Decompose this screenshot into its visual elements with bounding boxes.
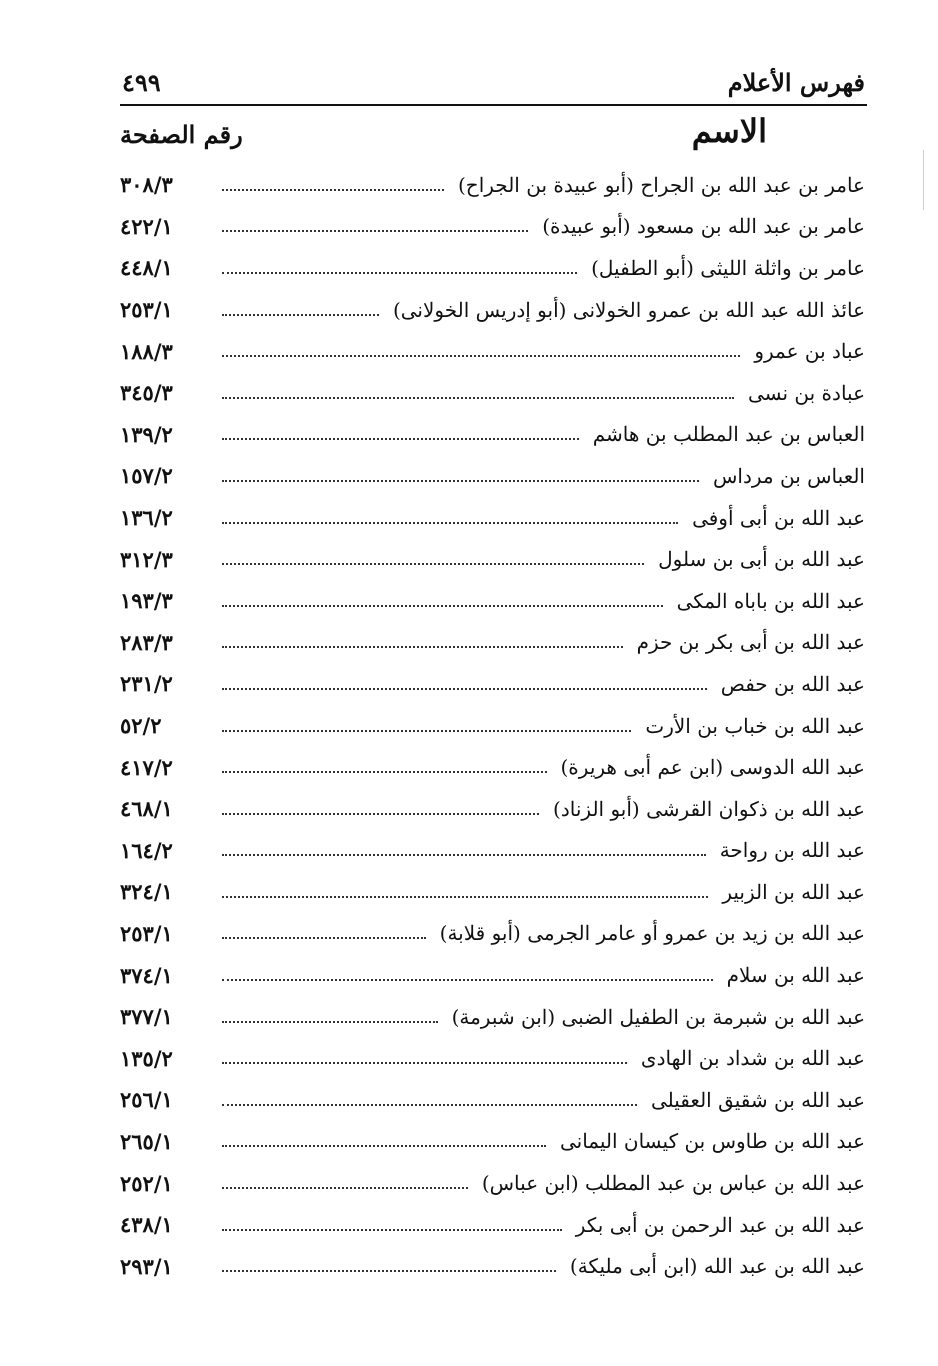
- page-number: ٤٩٩: [122, 68, 161, 97]
- dot-leader: [222, 896, 708, 898]
- entry-page-reference: ١٣٩/٢: [120, 421, 173, 447]
- index-entry: [120, 1121, 865, 1163]
- entry-page-reference: ٢٥٦/١: [120, 1087, 173, 1113]
- entry-name: عبد الله بن سلام: [726, 963, 865, 988]
- dot-leader: [222, 771, 547, 773]
- entry-page-reference: ٣١٢/٣: [120, 546, 173, 572]
- entry-name: عبد الله بن عبد الرحمن بن أبى بكر: [575, 1212, 865, 1237]
- entry-page-reference: ٢٥٣/١: [120, 920, 173, 946]
- entry-page-reference: ١٦٤/٢: [120, 837, 173, 863]
- entry-name: عبد الله بن باباه المكى: [676, 588, 865, 613]
- dot-leader: [222, 189, 444, 191]
- dot-leader: [222, 438, 579, 440]
- entry-name: عبد الله بن حفص: [720, 671, 865, 696]
- name-column-header: الاسم: [691, 112, 767, 150]
- dot-leader: [222, 1229, 562, 1231]
- index-entry: [120, 1204, 865, 1246]
- entry-page-reference: ٢٥٣/١: [120, 297, 173, 323]
- index-entry: [120, 247, 865, 289]
- entry-name: عبد الله بن عبد الله (ابن أبى مليكة): [569, 1254, 865, 1279]
- index-entry: [120, 830, 865, 872]
- dot-leader: [222, 522, 678, 524]
- page-column-header: رقم الصفحة: [120, 120, 243, 149]
- entry-page-reference: ٣٧٤/١: [120, 962, 173, 988]
- entry-name: عبد الله بن زيد بن عمرو أو عامر الجرمى (أبو قلابة): [439, 921, 865, 946]
- dot-leader: [222, 272, 577, 274]
- dot-leader: [222, 1021, 438, 1023]
- dot-leader: [222, 314, 379, 316]
- index-entry: [120, 372, 865, 414]
- index-entry: [120, 871, 865, 913]
- dot-leader: [222, 230, 528, 232]
- entry-name: عبد الله بن شداد بن الهادى: [640, 1046, 865, 1071]
- entry-name: العباس بن مرداس: [713, 463, 865, 488]
- entry-page-reference: ٢٥٢/١: [120, 1170, 173, 1196]
- entry-name: عامر بن واثلة الليثى (أبو الطفيل): [591, 255, 865, 280]
- entry-page-reference: ٤٣٨/١: [120, 1212, 173, 1238]
- dot-leader: [222, 979, 713, 981]
- dot-leader: [222, 355, 740, 357]
- dot-leader: [222, 563, 644, 565]
- entry-page-reference: ٤١٧/٢: [120, 754, 173, 780]
- index-entry: [120, 705, 865, 747]
- dot-leader: [222, 1270, 556, 1272]
- entry-name: عبد الله بن رواحة: [719, 838, 865, 863]
- entry-name: عامر بن عبد الله بن مسعود (أبو عبيدة): [542, 214, 865, 239]
- entry-name: عائذ الله عبد الله بن عمرو الخولانى (أبو إدريس الخولانى): [392, 297, 865, 322]
- entry-name: عبد الله بن أبى بكر بن حزم: [636, 630, 865, 655]
- index-entry: [120, 954, 865, 996]
- entry-name: عبد الله الدوسى (ابن عم أبى هريرة): [560, 755, 865, 780]
- dot-leader: [222, 854, 706, 856]
- entry-name: عبد الله بن أبى بن سلول: [658, 547, 865, 572]
- entry-page-reference: ٤٤٨/١: [120, 255, 173, 281]
- entry-page-reference: ٣٠٨/٣: [120, 172, 173, 198]
- dot-leader: [222, 813, 539, 815]
- index-entry: [120, 913, 865, 955]
- index-entry: [120, 206, 865, 248]
- index-entry: [120, 1037, 865, 1079]
- entry-name: عبد الله بن خباب بن الأرت: [645, 713, 865, 738]
- entry-name: عبد الله بن عباس بن عبد المطلب (ابن عباس): [481, 1171, 865, 1196]
- index-entry: [120, 580, 865, 622]
- dot-leader: [222, 1104, 637, 1106]
- index-entry: [120, 164, 865, 206]
- entry-name: عبد الله بن أبى أوفى: [692, 505, 865, 530]
- index-entry: [120, 1245, 865, 1287]
- dot-leader: [222, 605, 663, 607]
- dot-leader: [222, 937, 426, 939]
- entry-name: العباس بن عبد المطلب بن هاشم: [592, 422, 865, 447]
- index-entry: [120, 1162, 865, 1204]
- index-entry: [120, 788, 865, 830]
- entry-name: عبادة بن نسى: [747, 380, 865, 405]
- running-head: [120, 62, 865, 102]
- index-entry: [120, 622, 865, 664]
- entry-name: عبد الله بن الزبير: [722, 879, 865, 904]
- dot-leader: [222, 646, 623, 648]
- dot-leader: [222, 1062, 627, 1064]
- entry-name: عبد الله بن شبرمة بن الطفيل الضبى (ابن شبرمة): [451, 1004, 865, 1029]
- entry-page-reference: ٢٣١/٢: [120, 671, 173, 697]
- dot-leader: [222, 688, 707, 690]
- index-entry: [120, 455, 865, 497]
- entry-page-reference: ٤٦٨/١: [120, 796, 173, 822]
- index-entry: [120, 746, 865, 788]
- dot-leader: [222, 480, 699, 482]
- index-entry: [120, 538, 865, 580]
- index-entry: [120, 414, 865, 456]
- entry-page-reference: ١٣٦/٢: [120, 505, 173, 531]
- dot-leader: [222, 1145, 546, 1147]
- entry-page-reference: ٢٦٥/١: [120, 1128, 173, 1154]
- header-rule: [120, 104, 867, 106]
- entry-page-reference: ٢٨٣/٣: [120, 629, 173, 655]
- entry-page-reference: ٥٢/٢: [120, 713, 162, 739]
- entry-page-reference: ١٣٥/٢: [120, 1045, 173, 1071]
- entry-page-reference: ٢٩٣/١: [120, 1253, 173, 1279]
- index-entry: [120, 663, 865, 705]
- column-headers: [120, 112, 865, 158]
- scan-margin-mark: [923, 150, 924, 210]
- entry-name: عباد بن عمرو: [754, 339, 865, 364]
- entry-name: عبد الله بن طاوس بن كيسان اليمانى: [559, 1129, 865, 1154]
- index-entry: [120, 996, 865, 1038]
- entry-page-reference: ٣٧٧/١: [120, 1004, 173, 1030]
- entry-name: عبد الله بن ذكوان القرشى (أبو الزناد): [553, 796, 865, 821]
- index-entry: [120, 1079, 865, 1121]
- entry-page-reference: ١٩٣/٣: [120, 588, 173, 614]
- entry-page-reference: ٤٢٢/١: [120, 213, 173, 239]
- index-entry: [120, 497, 865, 539]
- dot-leader: [222, 1187, 468, 1189]
- entry-page-reference: ١٥٧/٢: [120, 463, 173, 489]
- running-title: فهرس الأعلام: [727, 68, 865, 97]
- entry-name: عبد الله بن شقيق العقيلى: [650, 1087, 865, 1112]
- index-entry: [120, 330, 865, 372]
- index-entry: [120, 289, 865, 331]
- dot-leader: [222, 730, 631, 732]
- entry-page-reference: ٣٤٥/٣: [120, 380, 173, 406]
- dot-leader: [222, 397, 734, 399]
- entry-name: عامر بن عبد الله بن الجراح (أبو عبيدة بن الجراح): [458, 172, 865, 197]
- index-entries: [120, 164, 865, 1287]
- entry-page-reference: ٣٢٤/١: [120, 879, 173, 905]
- entry-page-reference: ١٨٨/٣: [120, 338, 173, 364]
